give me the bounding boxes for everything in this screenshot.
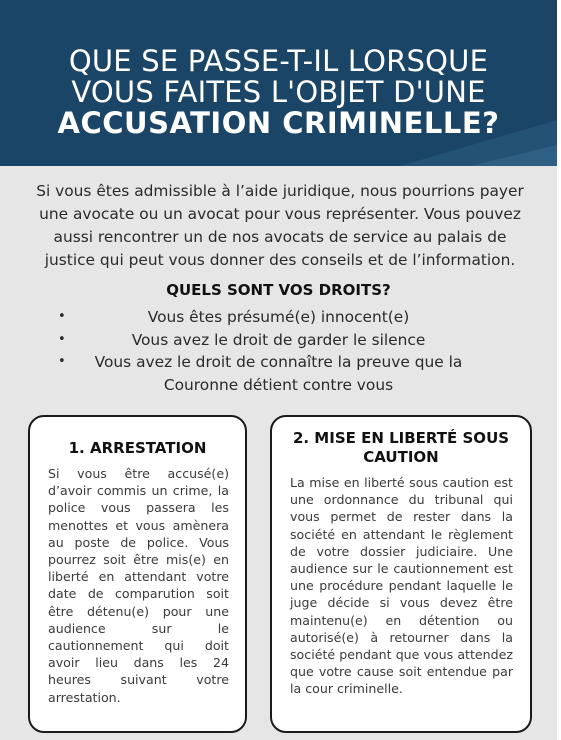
title-line-1: QUE SE PASSE-T-IL LORSQUE xyxy=(68,44,489,78)
bail-card-title: 2. MISE EN LIBERTÉ SOUS CAUTION xyxy=(292,429,510,466)
rights-item xyxy=(0,351,557,396)
arrest-card-text: Si vous être accusé(e) d’avoir commis un crime, la police vous passera les menottes et vous amènera au poste de police. Vous pourrez soit être mis(e) en liberté en attendant votre date de comparution soit être détenu(e) pour une audience sur le cautionnement qui doit avoir lieu dans les 24 heures suivant votre arrestation. xyxy=(48,466,229,705)
page-title xyxy=(0,46,557,139)
title-line-2: VOUS FAITES L'OBJET D'UNE xyxy=(71,75,486,109)
bail-card-text: La mise en liberté sous caution est une ordonnance du tribunal qui vous permet de rester dans la société en attendant le règlement de votre dossier judiciaire. Une audience sur le cautionnement est une procédure pendant laquelle le juge décide si vous devez être maintenu(e) en détention ou autorisé(e) à retourner dans la société pendant que vous attendez que votre cause soit entendue par la cour criminelle. xyxy=(290,475,513,697)
rights-item-text: Vous avez le droit de garder le silence xyxy=(131,330,426,349)
rights-item-text: Vous avez le droit de connaître la preuve que la Couronne détient contre vous xyxy=(94,353,463,394)
bullet-icon: • xyxy=(58,354,66,369)
rights-list xyxy=(0,306,557,396)
rights-heading: QUELS SONT VOS DROITS? xyxy=(166,281,391,299)
bullet-icon: • xyxy=(58,309,66,324)
title-line-3: ACCUSATION CRIMINELLE? xyxy=(57,106,500,140)
intro-paragraph: Si vous êtes admissible à l’aide juridique, nous pourrions payer une avocate ou un avocat pour vous représenter. Vous pouvez aussi rencontrer un de nos avocats de service au palais de justice qui peut vous donner des conseils et de l’information. xyxy=(36,182,524,269)
bullet-icon: • xyxy=(58,331,66,347)
rights-item xyxy=(0,329,557,352)
bail-card xyxy=(270,415,532,733)
rights-item-text: Vous êtes présumé(e) innocent(e) xyxy=(147,308,410,326)
arrest-card xyxy=(28,415,247,733)
rights-item xyxy=(0,306,557,329)
arrest-card-title: 1. ARRESTATION xyxy=(68,439,207,457)
header-banner xyxy=(0,0,557,166)
